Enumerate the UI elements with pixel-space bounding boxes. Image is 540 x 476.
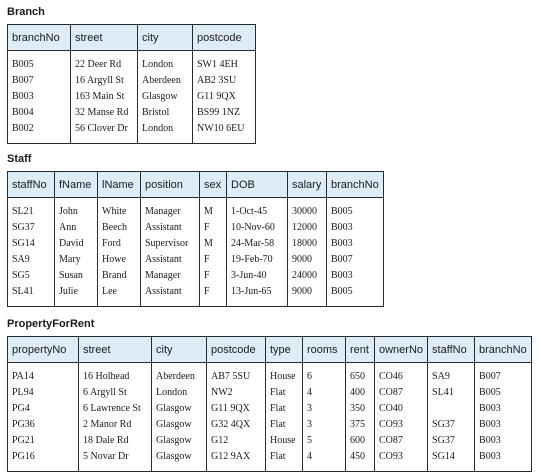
- table-cell: Flat: [266, 401, 303, 417]
- column-header: staffNo: [428, 337, 475, 363]
- spacer-cell: [152, 465, 207, 472]
- table-cell: CO40: [375, 401, 428, 417]
- table-cell: Manager: [141, 268, 200, 284]
- table-cell: Julie: [55, 284, 98, 300]
- column-header: branchNo: [327, 172, 384, 198]
- table-cell: Lee: [98, 284, 141, 300]
- table-cell: B002: [8, 121, 71, 137]
- table-cell: B005: [331, 286, 353, 297]
- table-cell: David: [55, 236, 98, 252]
- table-cell: Aberdeen: [152, 369, 207, 385]
- spacer-cell: [138, 137, 193, 144]
- table-cell: London: [152, 385, 207, 401]
- table-cell: Flat: [266, 417, 303, 433]
- table-cell: 9000: [288, 252, 327, 268]
- spacer-row: [8, 465, 532, 472]
- table-cell: Beech: [98, 220, 141, 236]
- table-cell: F: [200, 220, 227, 236]
- column-header: position: [141, 172, 200, 198]
- column-header: fName: [55, 172, 98, 198]
- table-cell: G12 9AX: [207, 449, 266, 465]
- column-header: salary: [288, 172, 327, 198]
- spacer-cell: [8, 300, 55, 307]
- table-cell: PG21: [8, 433, 79, 449]
- spacer-cell: [98, 300, 141, 307]
- spacer-cell: [375, 465, 428, 472]
- table-cell: 19-Feb-70: [227, 252, 288, 268]
- table-cell: 12000: [288, 220, 327, 236]
- column-header: rent: [346, 337, 375, 363]
- table-cell: Ford: [98, 236, 141, 252]
- table-cell: 600: [346, 433, 375, 449]
- table-cell: M: [200, 236, 227, 252]
- header-row: [8, 337, 532, 363]
- spacer-cell: [288, 300, 327, 307]
- table-cell: NW10 6EU: [197, 123, 245, 134]
- table-row: [8, 73, 256, 89]
- spacer-cell: [475, 465, 532, 472]
- table-cell: 450: [346, 449, 375, 465]
- table-cell: John: [55, 204, 98, 220]
- branch-section: [7, 6, 256, 144]
- table-cell: AB2 3SU: [197, 75, 237, 86]
- table-cell: B007: [8, 73, 71, 89]
- table-row: [8, 449, 532, 465]
- table-cell: SA9: [8, 252, 55, 268]
- spacer-row: [8, 137, 256, 144]
- table-cell: Bristol: [138, 105, 193, 121]
- property-title: PropertyForRent: [7, 318, 95, 330]
- staff-section: [7, 153, 384, 307]
- spacer-cell: [303, 465, 346, 472]
- table-cell: 10-Nov-60: [227, 220, 288, 236]
- table-cell: 3: [303, 401, 346, 417]
- table-cell: B004: [8, 105, 71, 121]
- table-cell: G32 4QX: [207, 417, 266, 433]
- spacer-cell: [8, 465, 79, 472]
- table-cell: B003: [8, 89, 71, 105]
- table-cell: 163 Main St: [71, 89, 138, 105]
- table-cell: 6 Argyll St: [79, 385, 152, 401]
- table-cell: 350: [346, 401, 375, 417]
- table-cell: 1-Oct-45: [227, 204, 288, 220]
- table-cell: CO93: [375, 449, 428, 465]
- table-cell: B003: [479, 435, 501, 446]
- table-cell: B005: [479, 387, 501, 398]
- table-cell: Assistant: [141, 284, 200, 300]
- table-cell: House: [266, 433, 303, 449]
- table-row: [8, 369, 532, 385]
- table-row: [8, 89, 256, 105]
- table-cell: [428, 401, 475, 417]
- table-row: [8, 401, 532, 417]
- table-row: [8, 417, 532, 433]
- table-cell: G11 9QX: [207, 401, 266, 417]
- branch-title: Branch: [7, 6, 45, 18]
- table-cell: White: [98, 204, 141, 220]
- table-row: [8, 204, 384, 220]
- table-cell: AB7 5SU: [207, 369, 266, 385]
- table-cell: PG4: [8, 401, 79, 417]
- table-cell: Glasgow: [152, 401, 207, 417]
- column-header: type: [266, 337, 303, 363]
- table-cell: 24-Mar-58: [227, 236, 288, 252]
- table-cell: 24000: [288, 268, 327, 284]
- table-cell: B003: [331, 238, 353, 249]
- table-cell: 56 Clover Dr: [71, 121, 138, 137]
- table-cell: SG37: [8, 220, 55, 236]
- column-header: branchNo: [8, 25, 71, 51]
- table-cell: SG14: [428, 449, 475, 465]
- table-row: [8, 252, 384, 268]
- table-cell: London: [138, 121, 193, 137]
- spacer-cell: [207, 465, 266, 472]
- spacer-cell: [71, 137, 138, 144]
- spacer-cell: [141, 300, 200, 307]
- table-cell: Flat: [266, 385, 303, 401]
- table-cell: CO87: [375, 385, 428, 401]
- table-cell: 16 Argyll St: [71, 73, 138, 89]
- table-row: [8, 433, 532, 449]
- table-cell: 6 Lawrence St: [79, 401, 152, 417]
- table-cell: 3-Jun-40: [227, 268, 288, 284]
- table-cell: 5 Novar Dr: [79, 449, 152, 465]
- table-cell: B005: [331, 206, 353, 217]
- table-cell: Ann: [55, 220, 98, 236]
- table-cell: 18000: [288, 236, 327, 252]
- table-row: [8, 121, 256, 137]
- table-cell: 5: [303, 433, 346, 449]
- spacer-cell: [8, 137, 71, 144]
- table-row: [8, 385, 532, 401]
- table-cell: F: [200, 284, 227, 300]
- column-header: propertyNo: [8, 337, 79, 363]
- table-cell: M: [200, 204, 227, 220]
- table-cell: 18 Dale Rd: [79, 433, 152, 449]
- property-table: [7, 336, 532, 472]
- table-cell: F: [200, 252, 227, 268]
- table-row: [8, 220, 384, 236]
- table-cell: CO93: [375, 417, 428, 433]
- property-section: [7, 318, 532, 472]
- spacer-cell: [193, 137, 256, 144]
- table-cell: Flat: [266, 449, 303, 465]
- table-row: [8, 284, 384, 300]
- table-cell: 2 Manor Rd: [79, 417, 152, 433]
- column-header: staffNo: [8, 172, 55, 198]
- table-cell: F: [200, 268, 227, 284]
- table-cell: Supervisor: [141, 236, 200, 252]
- table-cell: CO46: [375, 369, 428, 385]
- spacer-cell: [428, 465, 475, 472]
- header-row: [8, 25, 256, 51]
- table-cell: PA14: [8, 369, 79, 385]
- table-cell: G11 9QX: [197, 91, 236, 102]
- table-cell: 400: [346, 385, 375, 401]
- table-cell: 30000: [288, 204, 327, 220]
- column-header: street: [71, 25, 138, 51]
- table-cell: PG36: [8, 417, 79, 433]
- table-cell: SW1 4EH: [197, 59, 238, 70]
- column-header: branchNo: [475, 337, 532, 363]
- table-cell: SL41: [428, 385, 475, 401]
- table-cell: Glasgow: [152, 433, 207, 449]
- table-cell: Glasgow: [152, 417, 207, 433]
- spacer-cell: [327, 300, 384, 307]
- table-cell: B003: [479, 419, 501, 430]
- table-cell: 9000: [288, 284, 327, 300]
- spacer-cell: [227, 300, 288, 307]
- column-header: postcode: [207, 337, 266, 363]
- column-header: ownerNo: [375, 337, 428, 363]
- table-cell: CO87: [375, 433, 428, 449]
- table-row: [8, 268, 384, 284]
- table-cell: Glasgow: [138, 89, 193, 105]
- spacer-cell: [346, 465, 375, 472]
- table-cell: Aberdeen: [138, 73, 193, 89]
- table-cell: 6: [303, 369, 346, 385]
- table-cell: 13-Jun-65: [227, 284, 288, 300]
- table-cell: 22 Deer Rd: [71, 57, 138, 73]
- table-cell: Howe: [98, 252, 141, 268]
- spacer-cell: [266, 465, 303, 472]
- spacer-cell: [200, 300, 227, 307]
- table-cell: B003: [479, 451, 501, 462]
- table-cell: SG37: [428, 433, 475, 449]
- table-cell: G12: [207, 433, 266, 449]
- branch-table: [7, 24, 256, 144]
- table-cell: PL94: [8, 385, 79, 401]
- table-cell: SL21: [8, 204, 55, 220]
- table-cell: House: [266, 369, 303, 385]
- table-cell: PG16: [8, 449, 79, 465]
- table-cell: London: [138, 57, 193, 73]
- table-cell: B003: [331, 222, 353, 233]
- table-cell: 16 Holhead: [79, 369, 152, 385]
- table-cell: 4: [303, 449, 346, 465]
- table-cell: Assistant: [141, 220, 200, 236]
- staff-table: [7, 171, 384, 307]
- table-cell: SG14: [8, 236, 55, 252]
- table-cell: Mary: [55, 252, 98, 268]
- table-row: [8, 57, 256, 73]
- table-cell: B007: [479, 371, 501, 382]
- table-row: [8, 105, 256, 121]
- table-cell: Glasgow: [152, 449, 207, 465]
- table-cell: Susan: [55, 268, 98, 284]
- table-cell: SL41: [8, 284, 55, 300]
- spacer-cell: [55, 300, 98, 307]
- column-header: city: [152, 337, 207, 363]
- table-cell: Brand: [98, 268, 141, 284]
- table-row: [8, 236, 384, 252]
- spacer-row: [8, 300, 384, 307]
- table-cell: SG37: [428, 417, 475, 433]
- header-row: [8, 172, 384, 198]
- table-cell: 375: [346, 417, 375, 433]
- table-cell: NW2: [207, 385, 266, 401]
- table-cell: Manager: [141, 204, 200, 220]
- column-header: street: [79, 337, 152, 363]
- table-cell: SA9: [428, 369, 475, 385]
- column-header: sex: [200, 172, 227, 198]
- table-cell: 3: [303, 417, 346, 433]
- column-header: lName: [98, 172, 141, 198]
- column-header: rooms: [303, 337, 346, 363]
- table-cell: Assistant: [141, 252, 200, 268]
- table-cell: BS99 1NZ: [197, 107, 241, 118]
- table-cell: B007: [331, 254, 353, 265]
- table-cell: 650: [346, 369, 375, 385]
- table-cell: B003: [331, 270, 353, 281]
- staff-title: Staff: [7, 153, 32, 165]
- column-header: city: [138, 25, 193, 51]
- table-cell: 32 Manse Rd: [71, 105, 138, 121]
- table-cell: 4: [303, 385, 346, 401]
- table-cell: SG5: [8, 268, 55, 284]
- column-header: postcode: [193, 25, 256, 51]
- spacer-cell: [79, 465, 152, 472]
- table-cell: B003: [479, 403, 501, 414]
- table-cell: B005: [8, 57, 71, 73]
- column-header: DOB: [227, 172, 288, 198]
